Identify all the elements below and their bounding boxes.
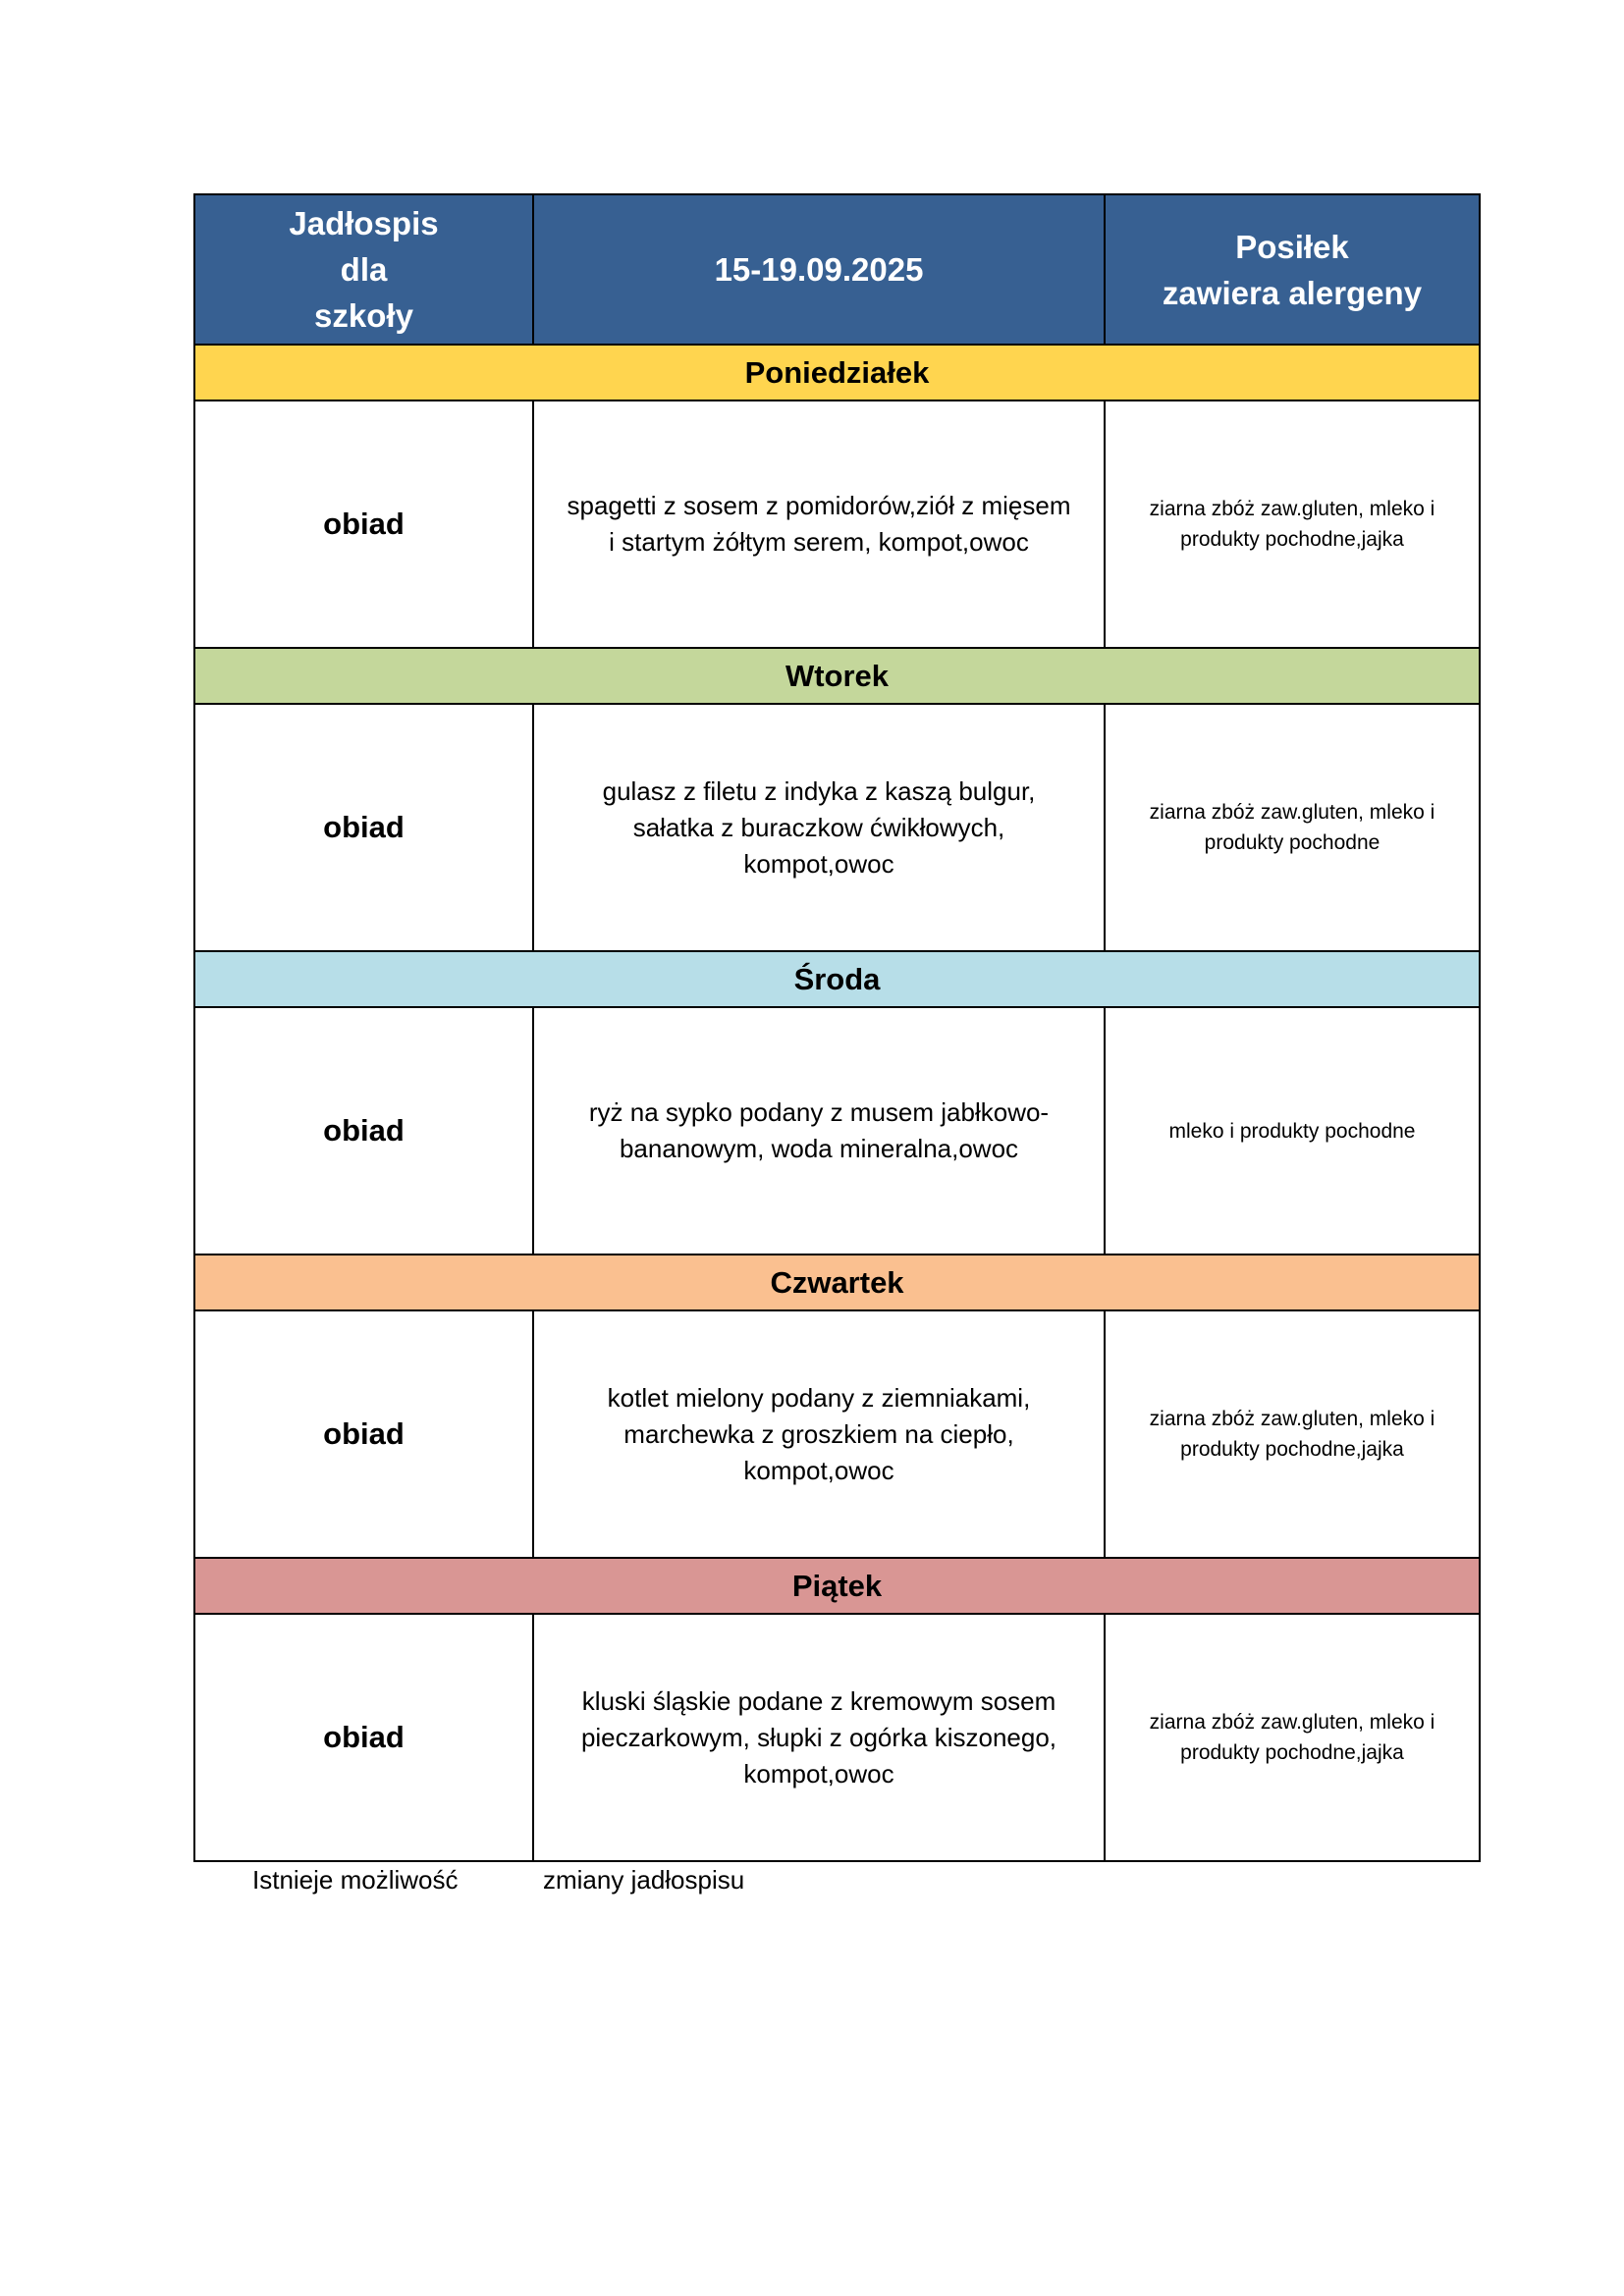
day-name: Poniedziałek	[194, 345, 1480, 400]
dish-line: marchewka z groszkiem na ciepło,	[623, 1418, 1014, 1449]
dish-line: kotlet mielony podany z ziemniakami,	[607, 1382, 1031, 1413]
meal-type: obiad	[194, 400, 533, 648]
dish-description-cell	[533, 400, 1105, 648]
menu-title-line: dla	[340, 251, 388, 288]
allergen-line: produkty pochodne,jajka	[1180, 1741, 1404, 1764]
dish-line: kompot,owoc	[743, 1758, 894, 1789]
meal-type: obiad	[194, 704, 533, 951]
allergens-heading-line: zawiera alergeny	[1162, 274, 1423, 311]
allergen-line: mleko i produkty pochodne	[1168, 1119, 1416, 1143]
allergen-line: produkty pochodne,jajka	[1180, 1438, 1404, 1461]
allergens-cell	[1105, 1614, 1480, 1861]
date-range: 15-19.09.2025	[714, 251, 924, 288]
menu-title-cell	[194, 194, 533, 345]
dish-line: sałatka z buraczkow ćwikłowych,	[632, 812, 1005, 842]
date-range-cell	[533, 194, 1105, 345]
meal-type: obiad	[194, 1310, 533, 1558]
allergens-cell	[1105, 1310, 1480, 1558]
allergens-heading-line: Posiłek	[1235, 228, 1349, 265]
allergen-line: produkty pochodne	[1204, 831, 1380, 854]
day-header-row	[194, 648, 1480, 704]
dish-description-cell	[533, 1007, 1105, 1255]
day-header-row	[194, 951, 1480, 1007]
day-header-row	[194, 345, 1480, 400]
dish-line: bananowym, woda mineralna,owoc	[619, 1134, 1019, 1163]
dish-line: kompot,owoc	[743, 848, 894, 879]
dish-description-cell	[533, 1310, 1105, 1558]
allergens-cell	[1105, 400, 1480, 648]
dish-description-cell	[533, 704, 1105, 951]
dish-line: gulasz z filetu z indyka z kaszą bulgur,	[602, 775, 1036, 806]
day-name: Piątek	[194, 1558, 1480, 1614]
dish-line: kluski śląskie podane z kremowym sosem	[581, 1685, 1056, 1716]
meal-row	[194, 1007, 1480, 1255]
day-header-row	[194, 1255, 1480, 1310]
allergens-heading-cell	[1105, 194, 1480, 345]
allergen-line: ziarna zbóż zaw.gluten, mleko i	[1149, 1711, 1435, 1734]
day-name: Środa	[194, 951, 1480, 1007]
footer-note-right: zmiany jadłospisu	[543, 1865, 745, 1895]
menu-title-line: szkoły	[314, 297, 413, 334]
menu-body	[194, 194, 1480, 1861]
day-name: Czwartek	[194, 1255, 1480, 1310]
allergen-line: ziarna zbóż zaw.gluten, mleko i	[1149, 1408, 1435, 1430]
meal-row	[194, 400, 1480, 648]
dish-line: i startym żółtym serem, kompot,owoc	[609, 527, 1029, 557]
meal-row	[194, 704, 1480, 951]
dish-description-cell	[533, 1614, 1105, 1861]
meal-row	[194, 1614, 1480, 1861]
allergen-line: produkty pochodne,jajka	[1180, 528, 1404, 551]
allergens-cell	[1105, 1007, 1480, 1255]
day-header-row	[194, 1558, 1480, 1614]
dish-line: kompot,owoc	[743, 1455, 894, 1485]
header-row	[194, 194, 1480, 345]
footer-note-left: Istnieje możliwość	[252, 1865, 459, 1895]
day-name: Wtorek	[194, 648, 1480, 704]
menu-table	[193, 193, 1481, 1862]
dish-line: spagetti z sosem z pomidorów,ziół z mięsem	[567, 491, 1071, 520]
meal-type: obiad	[194, 1614, 533, 1861]
menu-title-line: Jadłospis	[289, 205, 439, 241]
allergen-line: ziarna zbóż zaw.gluten, mleko i	[1149, 498, 1435, 520]
allergens-cell	[1105, 704, 1480, 951]
dish-line: pieczarkowym, słupki z ogórka kiszonego,	[580, 1722, 1057, 1752]
allergen-line: ziarna zbóż zaw.gluten, mleko i	[1149, 801, 1435, 824]
meal-row	[194, 1310, 1480, 1558]
dish-line: ryż na sypko podany z musem jabłkowo-	[588, 1097, 1050, 1127]
meal-type: obiad	[194, 1007, 533, 1255]
